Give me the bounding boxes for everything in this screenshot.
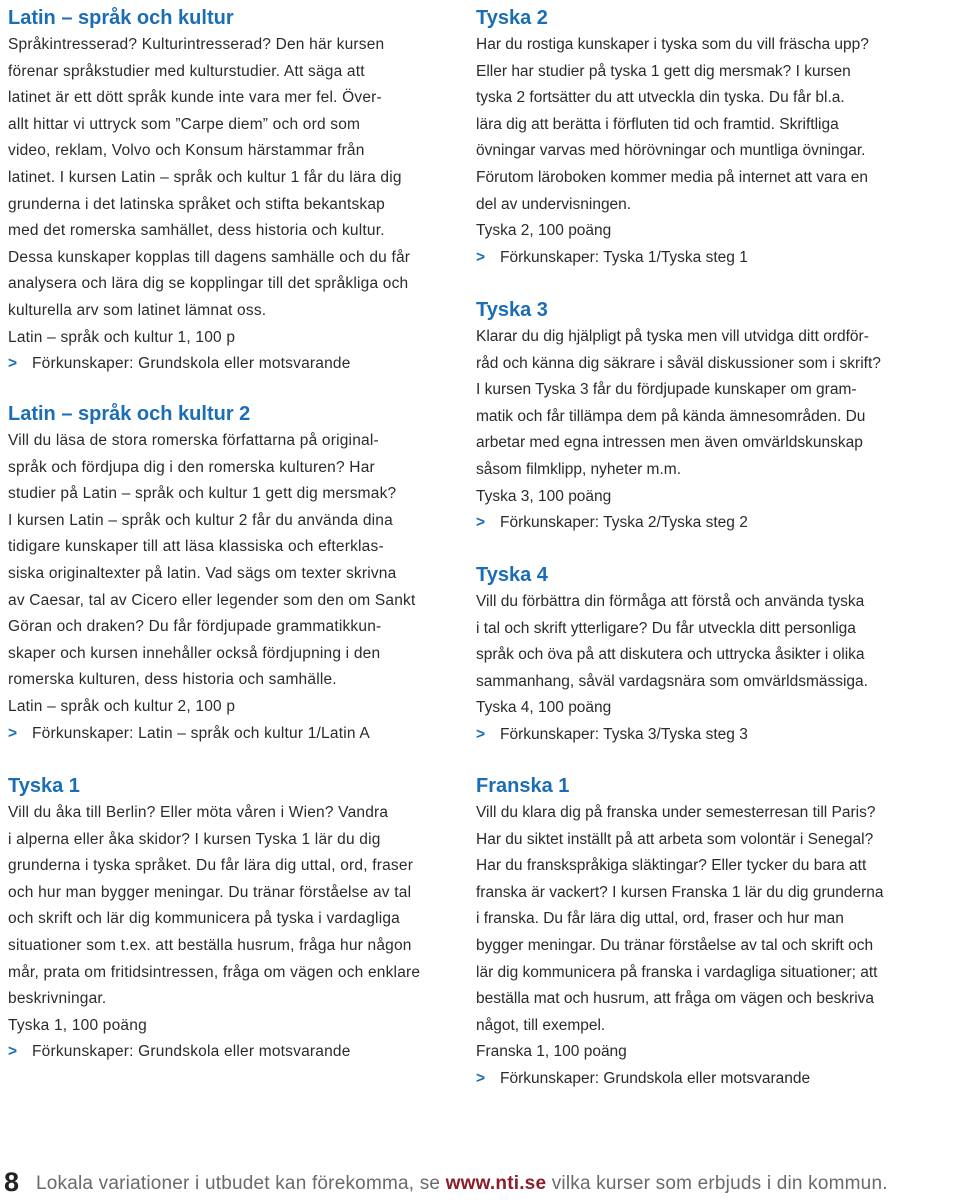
- body-text-line: video, reklam, Volvo och Konsum härstammar från: [8, 142, 365, 160]
- body-text-line: analysera och lära dig se kopplingar till det språkliga och: [8, 275, 409, 293]
- page-number: 8: [4, 1167, 20, 1197]
- prerequisites: [476, 1066, 884, 1093]
- footer-text: Lokala variationer i utbudet kan förekomma, se: [36, 1173, 446, 1194]
- body-text-line: latinet. I kursen Latin – språk och kultur 1 får du lära dig: [8, 168, 402, 186]
- chevron-right-icon: >: [476, 514, 486, 532]
- course-credits: Tyska 2, 100 poäng: [476, 222, 612, 240]
- prerequisites: [476, 510, 881, 537]
- body-text-line: i alperna eller åka skidor? I kursen Tyska 1 lär du dig: [8, 830, 381, 848]
- body-text-line: i tal och skrift ytterligare? Du får utveckla ditt personliga: [476, 619, 856, 637]
- prerequisites: [8, 1039, 420, 1066]
- body-text-line: övningar varvas med hörövningar och muntliga övningar.: [476, 142, 866, 160]
- body-text-line: bygger meningar. Du tränar förståelse av tal och skrift och: [476, 936, 874, 954]
- body-text-line: Dessa kunskaper kopplas till dagens samhälle och du får: [8, 248, 411, 266]
- footer-text: vilka kurser som erbjuds i din kommun.: [546, 1173, 888, 1194]
- course-credits: Franska 1, 100 poäng: [476, 1043, 627, 1061]
- course-heading: Latin – språk och kultur 2: [8, 403, 251, 425]
- body-text-line: Har du siktet inställt på att arbeta som volontär i Senegal?: [476, 830, 874, 848]
- course-heading: Tyska 4: [476, 564, 548, 586]
- body-text-line: tyska 2 fortsätter du att utveckla din tyska. Du får bl.a.: [476, 89, 845, 107]
- body-text-line: i franska. Du får lära dig uttal, ord, fraser och hur man: [476, 910, 844, 928]
- prerequisites-text: Förkunskaper: Tyska 1/Tyska steg 1: [500, 248, 748, 266]
- chevron-right-icon: >: [476, 248, 486, 266]
- course-credits: Tyska 1, 100 poäng: [8, 1016, 147, 1034]
- course-credits: Latin – språk och kultur 2, 100 p: [8, 697, 236, 715]
- body-text-line: och skrift och lär dig kommunicera på tyska i vardagliga: [8, 910, 400, 928]
- course-section-tyska-4: [476, 561, 868, 749]
- body-text-line: av Caesar, tal av Cicero eller legender som den om Sankt: [8, 591, 416, 609]
- body-text-line: språk och fördjupa dig i den romerska kulturen? Har: [8, 458, 375, 476]
- prerequisites: [476, 245, 869, 272]
- body-text-line: Eller har studier på tyska 1 gett dig mersmak? I kursen: [476, 62, 851, 80]
- course-credits: Tyska 4, 100 poäng: [476, 699, 612, 717]
- body-text-line: tidigare kunskaper till att läsa klassiska och efterklas-: [8, 538, 384, 556]
- body-text-line: latinet är ett dött språk kunde inte vara mer fel. Över-: [8, 89, 382, 107]
- body-text-line: siska originaltexter på latin. Vad sägs om texter skrivna: [8, 564, 397, 582]
- course-heading: Franska 1: [476, 775, 570, 797]
- chevron-right-icon: >: [8, 1043, 18, 1061]
- body-text-line: I kursen Tyska 3 får du fördjupade kunskaper om gram-: [476, 381, 857, 399]
- body-text-line: romerska kulturen, dess historia och samhälle.: [8, 671, 337, 689]
- body-text-line: Vill du åka till Berlin? Eller möta våren i Wien? Vandra: [8, 804, 389, 821]
- body-text-line: grunderna i tyska språket. Du får lära dig uttal, ord, fraser: [8, 857, 414, 875]
- body-text-line: och hur man bygger meningar. Du tränar förståelse av tal: [8, 883, 412, 901]
- chevron-right-icon: >: [476, 1069, 486, 1087]
- body-text-line: Förutom läroboken kommer media på internet att vara en: [476, 168, 868, 186]
- course-credits: Tyska 3, 100 poäng: [476, 487, 612, 505]
- course-section-latin-1: [8, 4, 410, 378]
- prerequisites-text: Förkunskaper: Latin – språk och kultur 1/Latin A: [32, 724, 370, 742]
- body-text-line: Vill du klara dig på franska under semesterresan till Paris?: [476, 804, 876, 821]
- course-section-franska-1: [476, 772, 884, 1093]
- body-text-line: allt hittar vi uttryck som ”Carpe diem” och ord som: [8, 115, 361, 133]
- body-text-line: Klarar du dig hjälpligt på tyska men vill utvidga ditt ordför-: [476, 328, 869, 345]
- prerequisites: [476, 722, 868, 749]
- body-text-line: studier på Latin – språk och kultur 1 gett dig mersmak?: [8, 485, 397, 503]
- page-footer-note: [36, 1170, 888, 1198]
- course-credits: Latin – språk och kultur 1, 100 p: [8, 328, 236, 346]
- body-text-line: beställa mat och husrum, att fråga om vägen och beskriva: [476, 990, 875, 1008]
- website-link[interactable]: www.nti.se: [445, 1173, 547, 1194]
- course-section-latin-2: [8, 400, 416, 747]
- body-text-line: Språkintresserad? Kulturintresserad? Den här kursen: [8, 36, 385, 53]
- prerequisites-text: Förkunskaper: Tyska 3/Tyska steg 3: [500, 725, 748, 743]
- body-text-line: lär dig kommunicera på franska i vardagliga situationer; att: [476, 963, 878, 981]
- chevron-right-icon: >: [476, 725, 486, 743]
- course-section-tyska-3: [476, 296, 881, 537]
- body-text-line: Har du rostiga kunskaper i tyska som du vill fräscha upp?: [476, 36, 869, 53]
- course-heading: Tyska 2: [476, 7, 548, 29]
- chevron-right-icon: >: [8, 724, 18, 742]
- body-text-line: franska är vackert? I kursen Franska 1 lär du dig grunderna: [476, 883, 884, 901]
- body-text-line: råd och känna dig säkrare i såväl diskussioner som i skrift?: [476, 354, 881, 372]
- prerequisites: [8, 351, 410, 378]
- body-text-line: lära dig att berätta i förfluten tid och framtid. Skriftliga: [476, 115, 839, 133]
- body-text-line: sammanhang, såväl vardagsnära som omvärldsmässiga.: [476, 672, 868, 690]
- prerequisites-text: Förkunskaper: Grundskola eller motsvarande: [32, 1043, 351, 1061]
- body-text-line: arbetar med egna intressen men även omvärldskunskap: [476, 434, 863, 452]
- prerequisites-text: Förkunskaper: Tyska 2/Tyska steg 2: [500, 514, 748, 532]
- body-text-line: språk och öva på att diskutera och uttrycka åsikter i olika: [476, 646, 865, 664]
- body-text-line: skaper och kursen innehåller också fördjupning i den: [8, 644, 381, 662]
- course-heading: Tyska 3: [476, 299, 548, 321]
- chevron-right-icon: >: [8, 355, 18, 373]
- course-heading: Latin – språk och kultur: [8, 7, 234, 29]
- course-section-tyska-1: [8, 772, 420, 1066]
- course-section-tyska-2: [476, 4, 869, 271]
- body-text-line: situationer som t.ex. att beställa husrum, fråga hur någon: [8, 936, 412, 954]
- body-text-line: mår, prata om fritidsintressen, fråga om vägen och enklare: [8, 963, 421, 981]
- prerequisites: [8, 721, 416, 748]
- course-heading: Tyska 1: [8, 775, 80, 797]
- body-text-line: kulturella arv som latinet lämnat oss.: [8, 301, 267, 319]
- body-text-line: såsom filmklipp, nyheter m.m.: [476, 460, 681, 478]
- body-text-line: beskrivningar.: [8, 990, 107, 1008]
- body-text-line: Göran och draken? Du får fördjupade grammatikkun-: [8, 618, 382, 636]
- body-text-line: Har du franskspråkiga släktingar? Eller tycker du bara att: [476, 857, 867, 875]
- body-text-line: med det romerska samhället, dess historia och kultur.: [8, 222, 385, 240]
- body-text-line: något, till exempel.: [476, 1016, 606, 1034]
- body-text-line: grunderna i det latinska språket och stifta bekantskap: [8, 195, 385, 213]
- body-text-line: matik och får tillämpa dem på kända ämnesområden. Du: [476, 407, 866, 425]
- body-text-line: del av undervisningen.: [476, 195, 632, 213]
- body-text-line: Vill du förbättra din förmåga att förstå och använda tyska: [476, 593, 865, 610]
- body-text-line: förenar språkstudier med kulturstudier. Att säga att: [8, 62, 365, 80]
- prerequisites-text: Förkunskaper: Grundskola eller motsvarande: [32, 355, 351, 373]
- body-text-line: I kursen Latin – språk och kultur 2 får du använda dina: [8, 511, 393, 529]
- body-text-line: Vill du läsa de stora romerska författarna på original-: [8, 432, 379, 449]
- prerequisites-text: Förkunskaper: Grundskola eller motsvarande: [500, 1069, 811, 1087]
